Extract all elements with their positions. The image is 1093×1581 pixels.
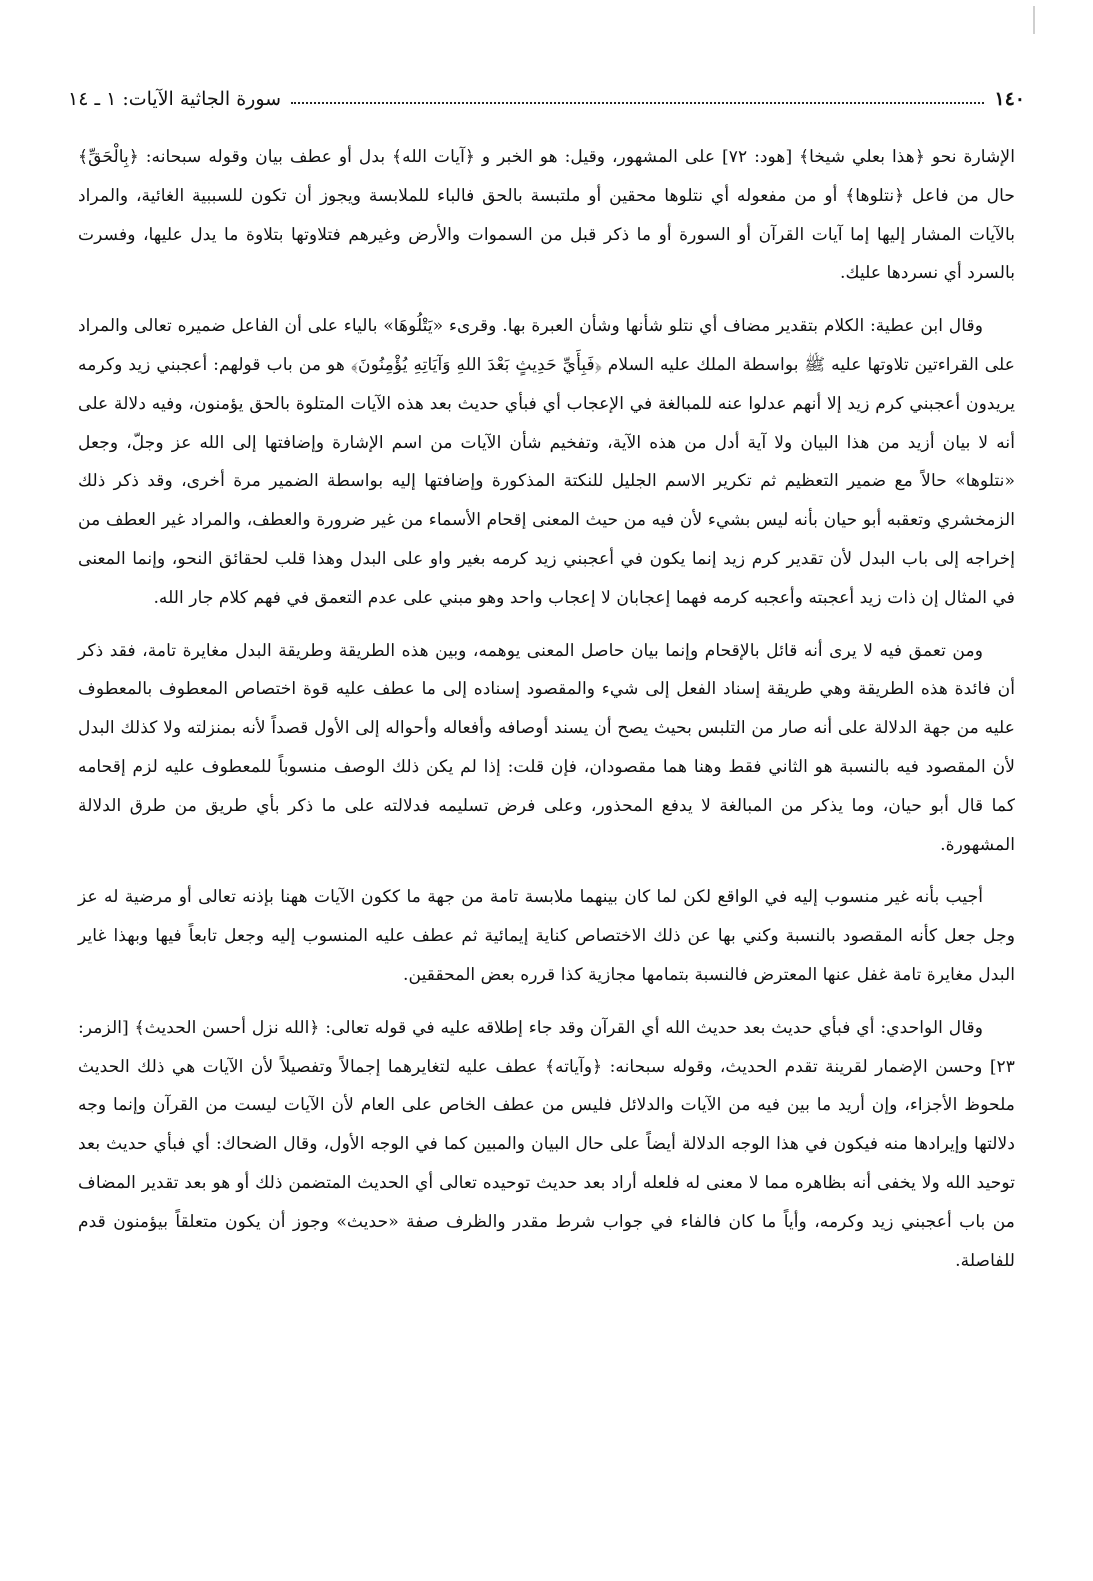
paragraph: ومن تعمق فيه لا يرى أنه قائل بالإقحام وإنما بيان حاصل المعنى يوهمه، وبين هذه الطريقة وطريقة البدل مغايرة تامة، فقد ذكر أن فائدة هذه الطريقة وهي طريقة إسناد الفعل إلى شيء والمقصود إسناده إلى ما عطف عليه قوة اختصاص المعطوف بالمعطوف عليه من جهة الدلالة على أنه صار من التلبس بحيث يصح أن يسند أوصافه وأفعاله وأحواله إلى الأول قصداً لأنه بمنزلته ولا كذلك البدل لأن المقصود فيه بالنسبة هو الثاني فقط وهنا هما مقصودان، فإن قلت: إذا لم يكن ذلك الوصف منسوباً للمعطوف عليه لزم إقحامه كما قال أبو حيان، وما يذكر من المبالغة لا يدفع المحذور، وعلى فرض تسليمه فدلالته على ما ذكر بأي طريق من طرق الدلالة المشهورة. [78, 640, 1015, 855]
page-header [68, 84, 1025, 114]
page-number: ١٤٠ [994, 88, 1025, 110]
paragraph: أجيب بأنه غير منسوب إليه في الواقع لكن لما كان بينهما ملابسة تامة من جهة ما ككون الآيات ههنا بإذنه تعالى أو مرضية له عز وجل جعل كأنه المقصود بالنسبة وكني بها عن ذلك الاختصاص كناية إيمائية ثم عطف عليه المنسوب إليه وجعل تابعاً فيها وبهذا غاير البدل مغايرة تامة غفل عنها المعترض فالنسبة بتمامها مجازية كذا قرره بعض المحققين. [78, 887, 1015, 985]
paragraph: وقال ابن عطية: الكلام بتقدير مضاف أي نتلو شأنها وشأن العبرة بها. وقرىء «يَتْلُوهَا» بالياء على أن الفاعل ضميره تعالى والمراد على القراءتين تلاوتها عليه ﷺ بواسطة الملك عليه السلام ﴿فَبِأَيِّ حَدِيثٍ بَعْدَ اللهِ وَآيَاتِهِ يُؤْمِنُونَ﴾ هو من باب قولهم: أعجبني زيد وكرمه يريدون أعجبني كرم زيد إلا أنهم عدلوا عنه للمبالغة في الإعجاب أي فبأي حديث بعد هذه الآيات المتلوة بالحق يؤمنون، وفيه دلالة على أنه لا بيان أزيد من هذا البيان ولا آية أدل من هذه الآية، وتفخيم شأن الآيات من اسم الإشارة وإضافتها إلى الله عز وجلّ، وجعل «نتلوها» حالاً مع ضمير التعظيم ثم تكرير الاسم الجليل للنكتة المذكورة وإضافتها إليه بواسطة الضمير مرة أخرى، وقد ذكر ذلك الزمخشري وتعقبه أبو حيان بأنه ليس بشيء لأن فيه من حيث المعنى إقحام الأسماء من غير ضرورة والعطف، والمراد غير العطف من إخراجه إلى باب البدل لأن تقدير كرم زيد إنما يكون في أعجبني زيد كرمه بغير واو على البدل وهذا قلب لحقائق النحو، وإنما المعنى في المثال إن ذات زيد أعجبته وأعجبه كرمه فهما إعجابان لا إعجاب واحد وهو مبني على عدم التعمق في فهم كلام جار الله. [78, 316, 1015, 608]
paragraph: الإشارة نحو ﴿هذا بعلي شيخا﴾ [هود: ٧٢] على المشهور، وقيل: هو الخبر و ﴿آيات الله﴾ بدل أو عطف بيان وقوله سبحانه: ﴿بِالْحَقِّ﴾ حال من فاعل ﴿نتلوها﴾ أو من مفعوله أي نتلوها محقين أو ملتبسة بالحق فالباء للملابسة ويجوز أن تكون للسببية الغائية، والمراد بالآيات المشار إليها إما آيات القرآن أو السورة أو ما ذكر قبل من السموات والأرض وغيرهم فتلاوتها بتلاوة ما يدل عليها، وفسرت بالسرد أي نسردها عليك. [78, 147, 1015, 284]
commentary-body [78, 138, 1015, 1294]
running-title: سورة الجاثية الآيات: ١ ـ ١٤ [68, 88, 282, 110]
scan-edge-mark [1033, 6, 1035, 34]
header-dot-leader [291, 94, 984, 104]
paragraph: وقال الواحدي: أي فبأي حديث بعد حديث الله أي القرآن وقد جاء إطلاقه عليه في قوله تعالى: ﴿الله نزل أحسن الحديث﴾ [الزمر: ٢٣] وحسن الإضمار لقرينة تقدم الحديث، وقوله سبحانه: ﴿وآياته﴾ عطف عليه لتغايرهما إجمالاً وتفصيلاً لأن الآيات هي ذلك الحديث ملحوظ الأجزاء، وإن أريد ما بين فيه من الآيات والدلائل فليس من عطف الخاص على العام لأن الآيات ليست من القرآن وإنما وجه دلالتها وإيرادها منه فيكون في هذا الوجه الدلالة أيضاً على حال البيان والمبين كما في الوجه الأول، وقال الضحاك: أي فبأي حديث بعد توحيد الله ولا يخفى أنه بظاهره مما لا معنى له فلعله أراد بعد حديث توحيده تعالى أي الحديث المتضمن ذلك أو هو بعد تقدير المضاف من باب أعجبني زيد وكرمه، وأياً ما كان فالفاء في جواب شرط مقدر والظرف صفة «حديث» وجوز أن يكون متعلقاً بيؤمنون قدم للفاصلة. [78, 1017, 1015, 1271]
